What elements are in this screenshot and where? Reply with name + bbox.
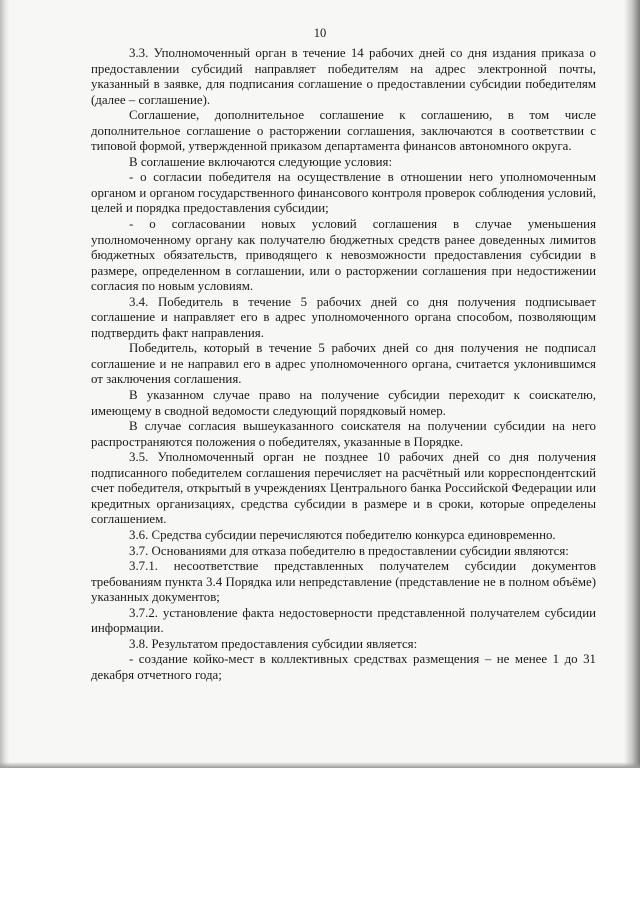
page-number: 10 [313, 26, 327, 40]
paragraph-3-6: 3.6. Средства субсидии перечисляются победителю конкурса единовременно. [129, 527, 556, 542]
paragraph-conditions-intro: В соглашение включаются следующие условия: [129, 154, 393, 169]
scan-shadow-right [624, 0, 640, 768]
paragraph-agreement-form: Соглашение, дополнительное соглашение к соглашению, в том числе дополнительное соглашение о расторжении соглашения, заключаются в соответствии с типовой формой, утвержденной приказом департамента финансов автономного округа. [91, 108, 596, 154]
paragraph-evasion: Победитель, который в течение 5 рабочих дней со дня получения не подписал соглашение и не направил его в адрес уполномоченного органа, считается уклонившимся от заключения соглашения. [91, 341, 596, 387]
paragraph-result-beds: - создание койко-мест в коллективных средствах размещения – не менее 1 до 31 декабря отчетного года; [91, 652, 596, 682]
paragraph-condition-consent: - о согласии победителя на осуществление в отношении него уполномоченным органом и органом государственного финансового контроля проверок соблюдения условий, целей и порядка предоставления субсидии; [91, 170, 596, 216]
paragraph-3-4: 3.4. Победитель в течение 5 рабочих дней со дня получения подписывает соглашение и направляет его в адрес уполномоченного органа способом, позволяющим подтвердить факт направления. [91, 294, 596, 340]
paragraph-3-7: 3.7. Основаниями для отказа победителю в предоставлении субсидии являются: [129, 543, 569, 558]
paragraph-right-transfer: В указанном случае право на получение субсидии переходит к соискателю, имеющему в сводной ведомости следующий порядковый номер. [91, 388, 596, 418]
document-body [91, 46, 596, 683]
paragraph-3-5: 3.5. Уполномоченный орган не позднее 10 рабочих дней со дня получения подписанного победителем соглашения перечисляет на расчётный или корреспондентский счет победителя, открытый в учреждениях Центрального банка Российской Федерации или кредитных организациях, средства субсидии в размере и в сроки, которые определены соглашением. [91, 450, 596, 527]
blank-area [0, 768, 640, 905]
paragraph-condition-new-terms: - о согласовании новых условий соглашения в случае уменьшения уполномоченному органу как получателю бюджетных средств ранее доведенных лимитов бюджетных обязательств, приводящего к невозможности предоставления субсидии в размере, определенном в соглашении, или о расторжении соглашения при недостижении согласия по новым условиям. [91, 217, 596, 294]
paragraph-applicant-consent: В случае согласия вышеуказанного соискателя на получении субсидии на него распространяются положения о победителях, указанные в Порядке. [91, 419, 596, 449]
paragraph-3-3: 3.3. Уполномоченный орган в течение 14 рабочих дней со дня издания приказа о предоставлении субсидий направляет победителям на адрес электронной почты, указанный в заявке, для подписания соглашение о предоставлении субсидии победителям (далее – соглашение). [91, 46, 596, 107]
paragraph-3-8: 3.8. Результатом предоставления субсидии является: [129, 636, 418, 651]
paragraph-3-7-2: 3.7.2. установление факта недостоверности представленной получателем субсидии информации. [91, 605, 596, 636]
scan-shadow-left [0, 0, 10, 768]
paragraph-3-7-1: 3.7.1. несоответствие представленных получателем субсидии документов требованиям пункта 3.4 Порядка или непредставление (представление не в полном объёме) указанных документов; [91, 559, 596, 605]
